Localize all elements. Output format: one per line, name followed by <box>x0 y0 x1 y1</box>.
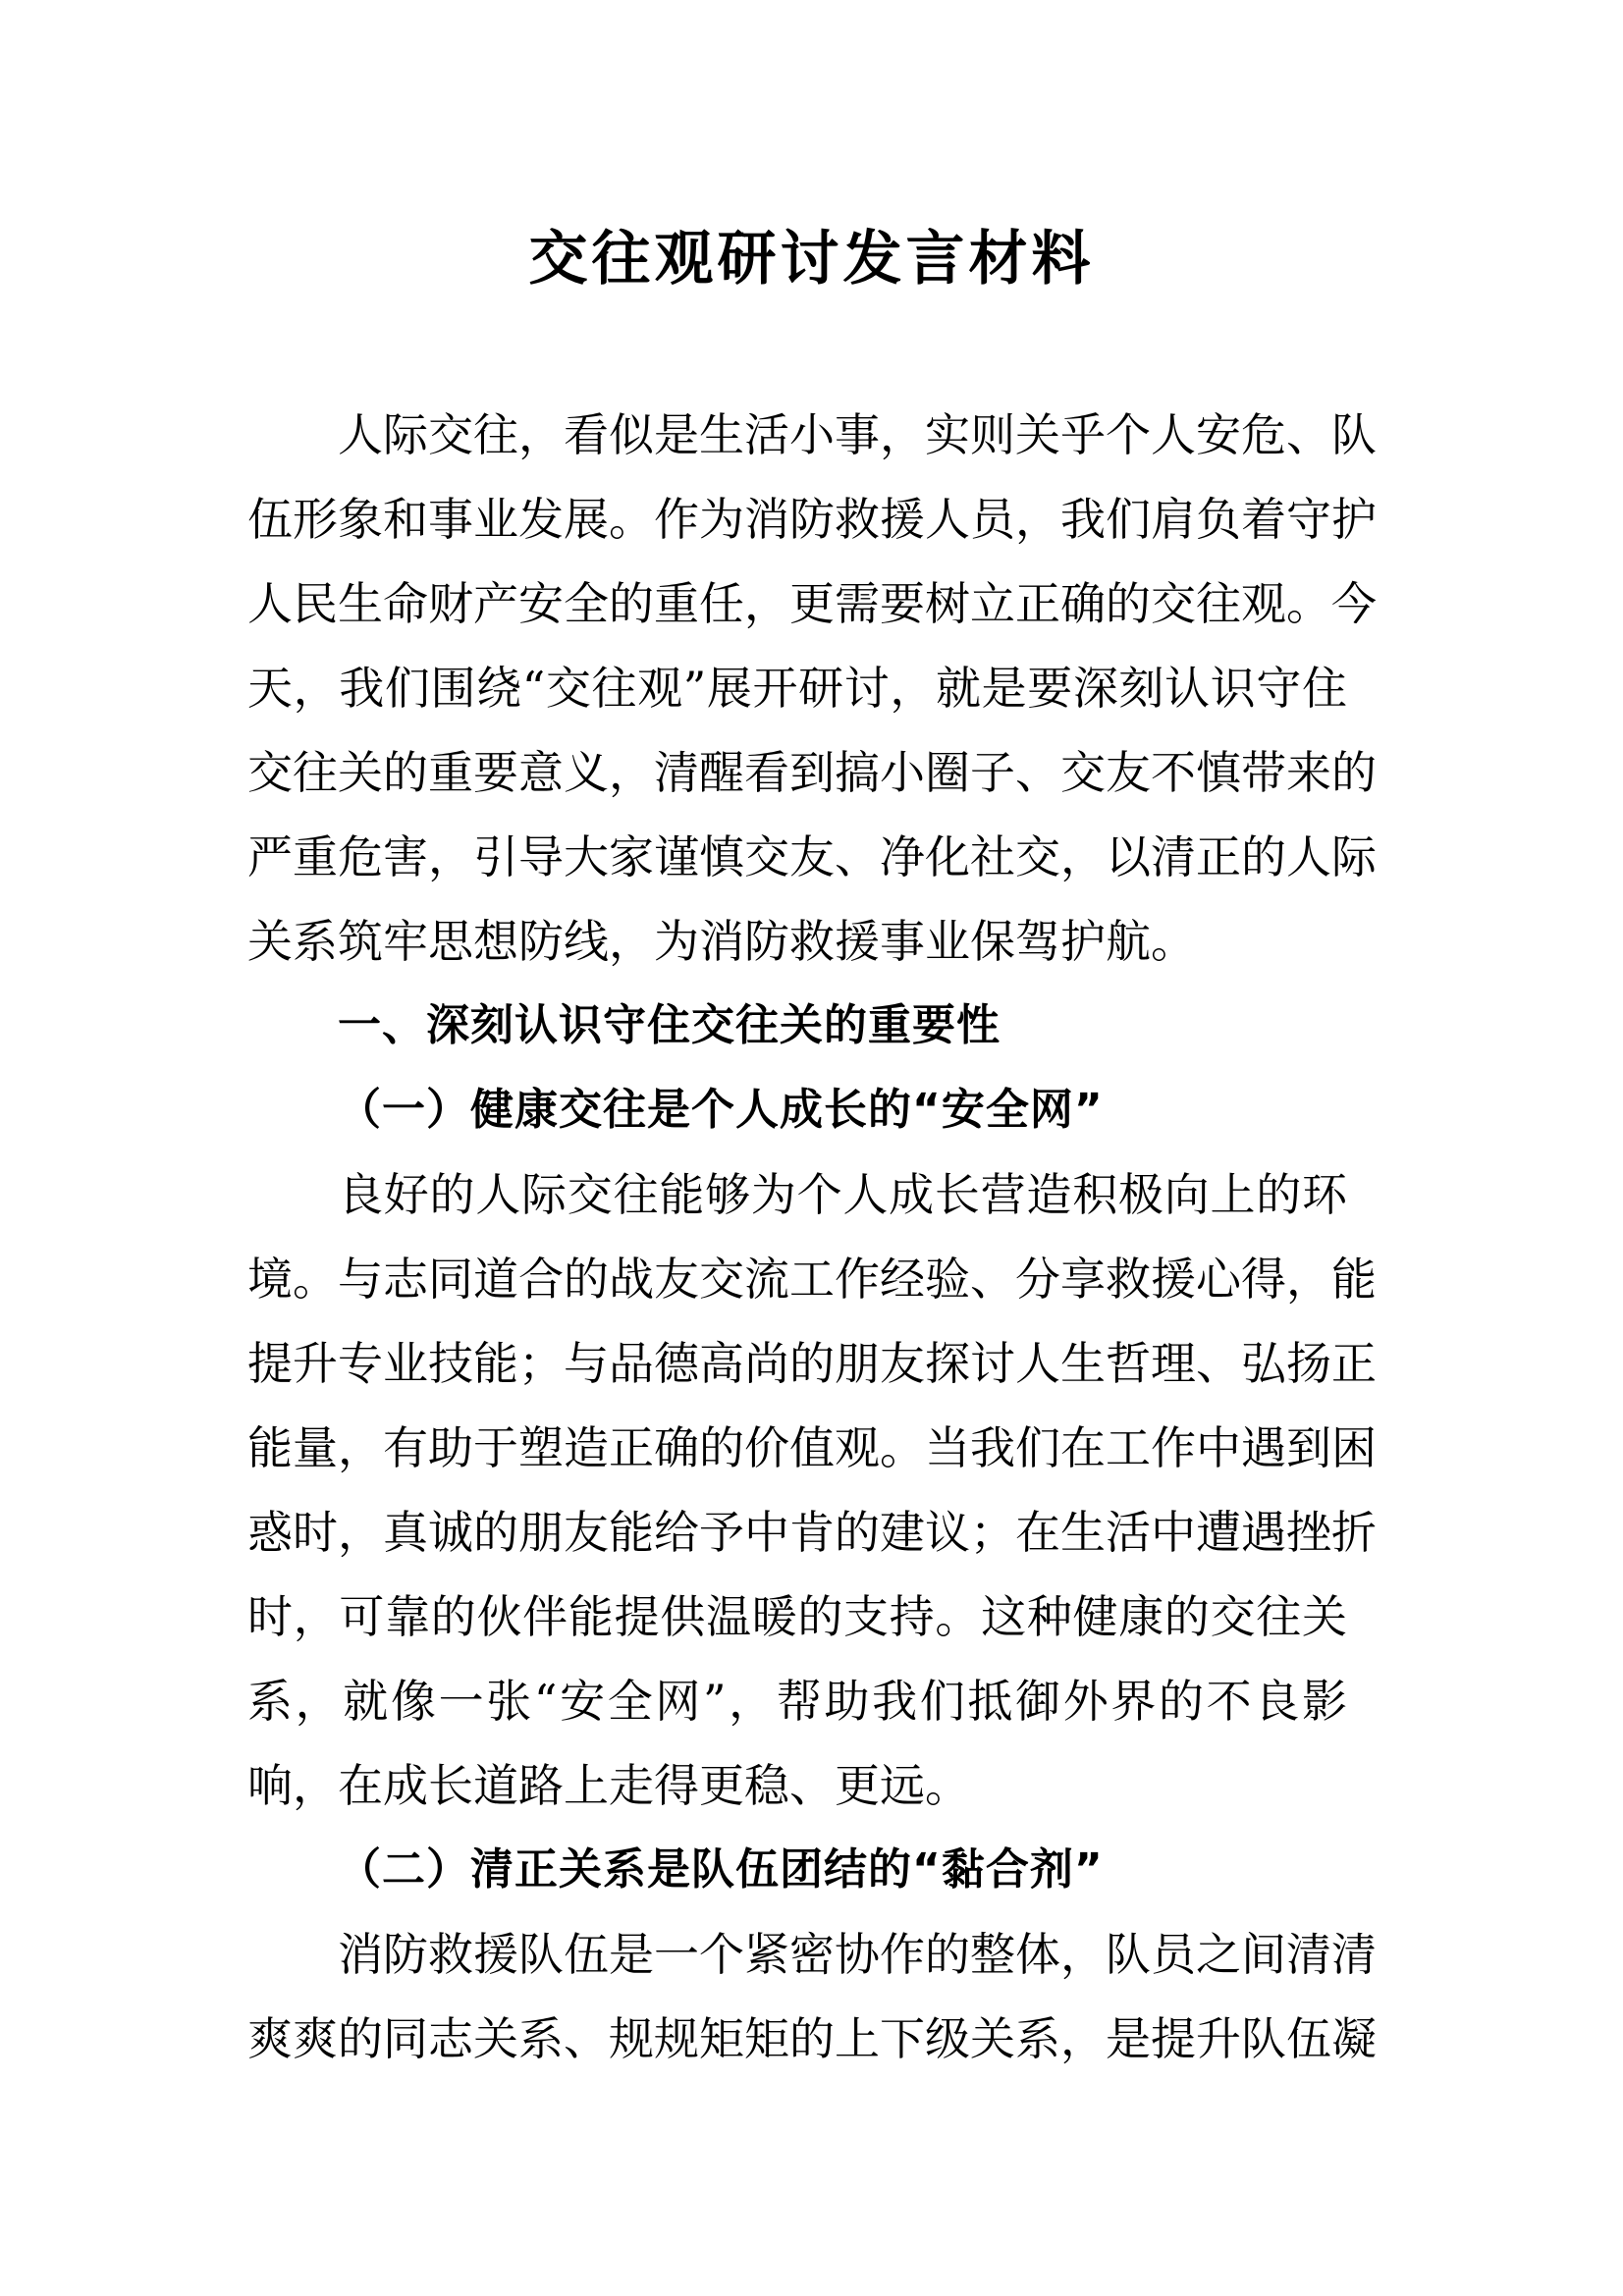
paragraph-line: 严重危害，引导大家谨慎交友、净化社交，以清正的人际 <box>247 830 1377 883</box>
paragraph-line: 消防救援队伍是一个紧密协作的整体，队员之间清清 <box>338 1928 1377 1981</box>
paragraph-line: 境。与志同道合的战友交流工作经验、分享救援心得，能 <box>247 1253 1377 1306</box>
paragraph-line: 提升专业技能；与品德高尚的朋友探讨人生哲理、弘扬正 <box>247 1337 1377 1390</box>
paragraph-line: 系，就像一张“安全网”，帮助我们抵御外界的不良影 <box>247 1675 1347 1728</box>
section-heading: 一、深刻认识守住交往关的重要性 <box>338 1000 1001 1050</box>
paragraph-line: 人民生命财产安全的重任，更需要树立正确的交往观。今 <box>247 577 1377 630</box>
paragraph-line: 时，可靠的伙伴能提供温暖的支持。这种健康的交往关 <box>247 1590 1347 1643</box>
paragraph-line: 爽爽的同志关系、规规矩矩的上下级关系，是提升队伍凝 <box>247 2012 1377 2065</box>
paragraph-line: 能量，有助于塑造正确的价值观。当我们在工作中遇到困 <box>247 1421 1377 1474</box>
paragraph-line: 惑时，真诚的朋友能给予中肯的建议；在生活中遭遇挫折 <box>247 1506 1377 1559</box>
document-title: 交往观研讨发言材料 <box>528 225 1095 294</box>
paragraph-line: 伍形象和事业发展。作为消防救援人员，我们肩负着守护 <box>247 493 1377 546</box>
paragraph-line: 交往关的重要意义，清醒看到搞小圈子、交友不慎带来的 <box>247 746 1377 799</box>
subsection-heading: （一）健康交往是个人成长的“安全网” <box>338 1085 1104 1135</box>
paragraph-line: 人际交往，看似是生活小事，实则关乎个人安危、队 <box>338 408 1377 461</box>
paragraph-line: 响，在成长道路上走得更稳、更远。 <box>247 1759 970 1812</box>
paragraph-line: 良好的人际交往能够为个人成长营造积极向上的环 <box>338 1168 1347 1221</box>
paragraph-line: 关系筑牢思想防线，为消防救援事业保驾护航。 <box>247 915 1196 968</box>
subsection-heading: （二）清正关系是队伍团结的“黏合剂” <box>338 1844 1104 1895</box>
paragraph-line: 天，我们围绕“交往观”展开研讨，就是要深刻认识守住 <box>247 662 1347 715</box>
